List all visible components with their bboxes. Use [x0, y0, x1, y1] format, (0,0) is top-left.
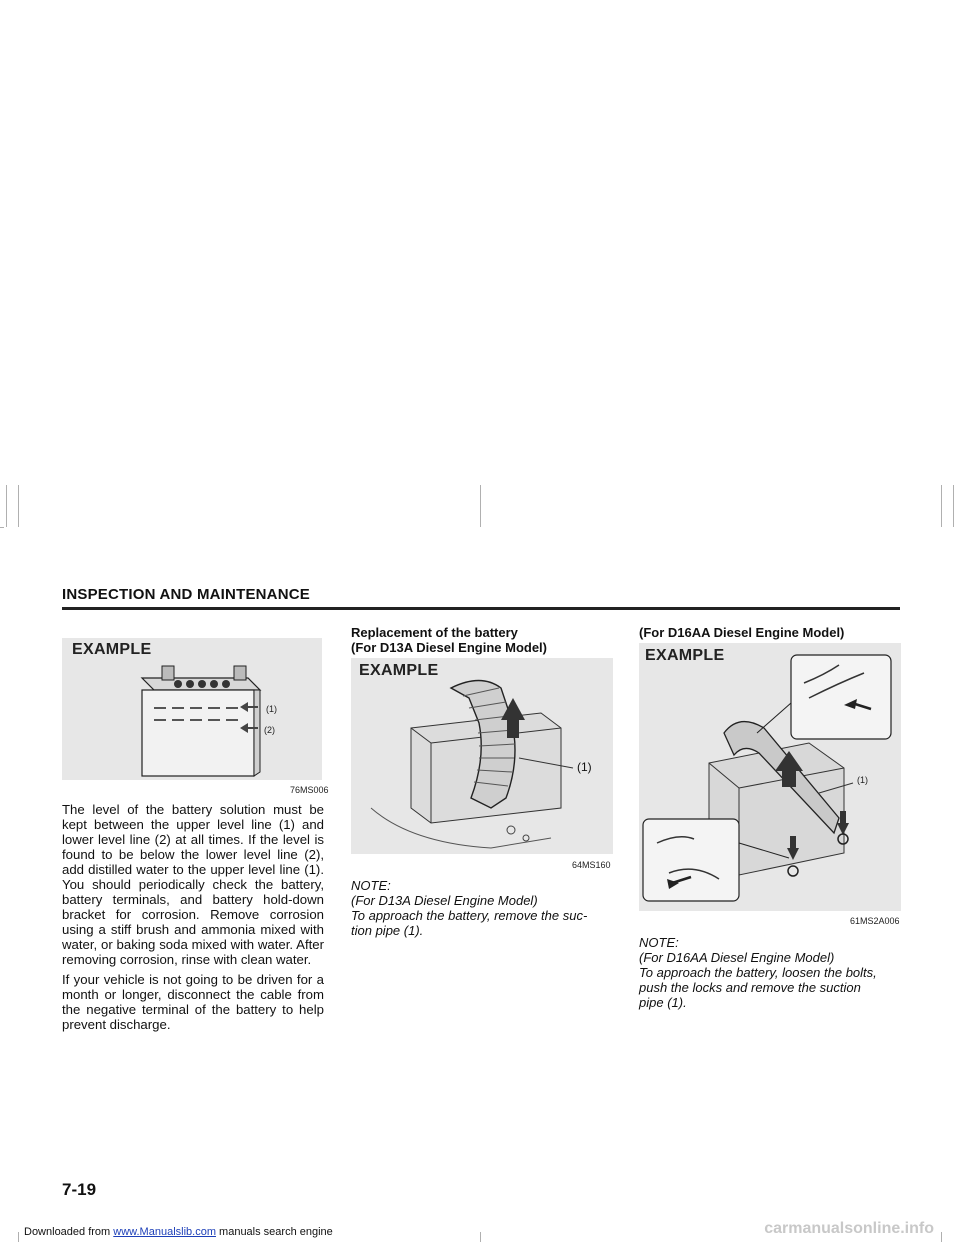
crop-mark [480, 485, 481, 527]
replacement-heading [351, 625, 621, 655]
crop-mark [6, 485, 7, 527]
note-label: NOTE: [351, 878, 391, 893]
d13a-suction-pipe-figure [351, 658, 613, 854]
note-line: (For D13A Diesel Engine Model) [351, 893, 538, 908]
figure-code: 76MS006 [290, 785, 329, 795]
note-line: tion pipe (1). [351, 923, 424, 938]
battery-illustration [62, 638, 322, 780]
crop-mark [941, 1232, 942, 1242]
figure-code: 64MS160 [572, 860, 611, 870]
d16aa-suction-pipe-figure [639, 643, 901, 911]
crop-mark [480, 1232, 481, 1242]
battery-level-paragraph: The level of the battery solution must be kept between the upper level line (1) and lower level line (2) at all times. If the level is found to be below the lower level line (2), add distilled water to the upper level line (1). You should periodically check the battery, battery terminals, and battery hold-down bracket for corrosion. Remove corrosion using a stiff brush and ammonia mixed with water, or baking soda mixed with water. After removing corrosion, rinse with clean water. [62, 802, 324, 967]
callout-suction-pipe: (1) [577, 760, 592, 774]
manualslib-link[interactable]: www.Manualslib.com [113, 1226, 216, 1238]
footer-suffix: manuals search engine [215, 1226, 333, 1238]
col1-body [62, 802, 324, 1037]
d16aa-heading: (For D16AA Diesel Engine Model) [639, 625, 845, 640]
callout-lower-level: (2) [264, 725, 275, 735]
figure-code: 61MS2A006 [850, 916, 900, 926]
suction-pipe-illustration [351, 658, 613, 854]
note-line: To approach the battery, loosen the bolts, [639, 965, 877, 980]
note-line: (For D16AA Diesel Engine Model) [639, 950, 835, 965]
note-line: To approach the battery, remove the suc- [351, 908, 588, 923]
note-label: NOTE: [639, 935, 679, 950]
example-label: EXAMPLE [645, 647, 725, 664]
d16aa-note [639, 935, 901, 1010]
replacement-heading-line1: Replacement of the battery [351, 625, 518, 640]
crop-mark [953, 485, 954, 527]
callout-upper-level: (1) [266, 704, 277, 714]
example-label: EXAMPLE [359, 662, 439, 679]
crop-mark [941, 485, 942, 527]
crop-mark [0, 527, 4, 528]
callout-suction-pipe: (1) [857, 775, 868, 785]
note-line: push the locks and remove the suction [639, 980, 861, 995]
d13a-note [351, 878, 617, 938]
battery-level-figure [62, 638, 322, 780]
header-rule [62, 607, 900, 610]
watermark: carmanualsonline.info [764, 1220, 934, 1237]
storage-paragraph: If your vehicle is not going to be driven for a month or longer, disconnect the cable from the negative terminal of the battery to help prevent discharge. [62, 972, 324, 1032]
replacement-heading-line2: (For D13A Diesel Engine Model) [351, 640, 547, 655]
crop-mark [18, 1232, 19, 1242]
crop-mark [18, 485, 19, 527]
note-line: pipe (1). [639, 995, 687, 1010]
section-title: INSPECTION AND MAINTENANCE [62, 586, 310, 603]
download-footer [24, 1226, 333, 1238]
page-number: 7-19 [62, 1180, 97, 1199]
footer-prefix: Downloaded from [24, 1226, 114, 1238]
example-label: EXAMPLE [72, 641, 152, 658]
